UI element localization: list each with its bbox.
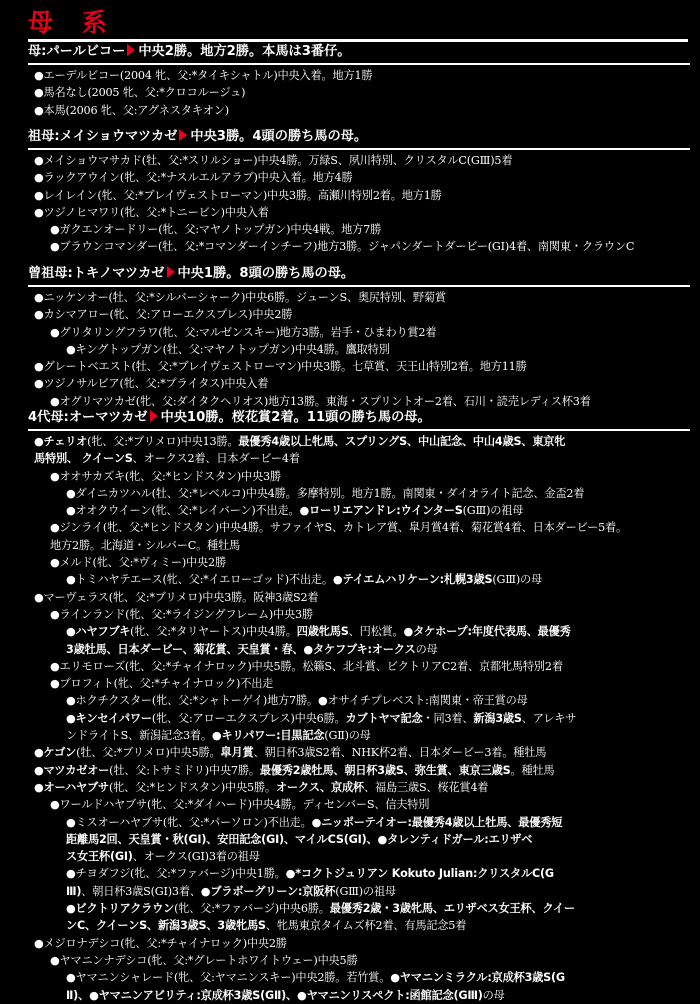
entry-text: (牝、父:アローエクスプレス)中央6勝。 bbox=[151, 711, 346, 725]
progeny-entry bbox=[28, 102, 690, 119]
entry-text: (牡、父:*ブリメロ)中央5勝。 bbox=[76, 746, 221, 760]
progeny-entry bbox=[28, 658, 690, 675]
section-divider bbox=[28, 429, 690, 431]
dam-name: 曾祖母:トキノマツカゼ bbox=[28, 266, 165, 281]
entry-text: ●メイショウマサカド(牡、父:*スリルショー)中央4勝。万緑S、夙川特別、クリスタルC(GⅢ)5着 bbox=[34, 154, 513, 167]
entry-text: ●ラインランド(牝、父:*ライジングフレーム)中央3勝 bbox=[50, 607, 313, 621]
highlight-text: 距離馬2回、天皇賞・秋(GⅠ)、安田記念(GⅠ)、マイルCS(GⅠ)、●タレンティドガール:エリザベ bbox=[66, 832, 533, 846]
entry-text: ●ガクエンオードリー(牝、父:マヤノトップガン)中央4戦。地方7勝 bbox=[50, 223, 382, 237]
entry-text: ●ヤマニンナデシコ(牝、父:*グレートホワイトウェー)中央5勝 bbox=[50, 953, 358, 967]
progeny-entry bbox=[28, 952, 690, 969]
entry-text: ●レイレイン(牝、父:*ブレイヴェストローマン)中央3勝。高瀬川特別2着。地方1勝 bbox=[34, 188, 442, 202]
entry-text: ●トミハヤテエース(牝、父:*イエローゴッド)不出走。 bbox=[66, 573, 333, 587]
progeny-entry bbox=[28, 84, 690, 101]
progeny-entry bbox=[28, 450, 690, 467]
progeny-entry bbox=[28, 692, 690, 709]
entry-text: (GⅡ)の母 bbox=[324, 729, 371, 743]
highlight-text: 新潟3歳S bbox=[473, 711, 522, 725]
progeny-entry bbox=[28, 762, 690, 779]
entry-text: (牝、父:*ヒンドスタン)中央5勝。 bbox=[108, 780, 276, 794]
progeny-entry bbox=[28, 848, 690, 865]
highlight-text: ●チェリオ bbox=[34, 435, 88, 448]
entry-text: ●オグリマツカゼ(牝、父:ダイタクヘリオス)地方13勝。東海・スプリントオー2着、石川・読売レディス杯3着 bbox=[50, 394, 591, 408]
section-divider bbox=[28, 63, 690, 65]
entry-text: 、福島三歳S、桜花賞4着 bbox=[364, 780, 489, 794]
progeny-entry bbox=[28, 204, 690, 221]
dam-summary: 中央10勝。桜花賞2着。11頭の勝ち馬の母。 bbox=[160, 410, 431, 425]
section-heading bbox=[28, 126, 690, 147]
progeny-entry bbox=[28, 306, 690, 323]
entry-text: (牝、父:*ブリメロ)中央13勝。 bbox=[87, 435, 239, 448]
entry-text: ●ラックアウイン(牝、父:*ナスルエルアラブ)中央入着。地方4勝 bbox=[34, 171, 353, 185]
progeny-entry bbox=[28, 935, 690, 952]
progeny-entry bbox=[28, 468, 690, 485]
arrow-right-icon bbox=[150, 410, 158, 422]
entry-text: ●キングトップガン(牡、父:マヤノトップガン)中央4勝。鷹取特別 bbox=[66, 342, 390, 356]
progeny-entry bbox=[28, 917, 690, 934]
highlight-text: ●ローリエアンドレ:ウインターS bbox=[299, 504, 463, 518]
entry-text: ●ブラウンコマンダー(牡、父:*コマンダーインチーフ)地方3勝。ジャパンダートダービー(GⅠ)4着、南関東・クラウンC bbox=[50, 240, 635, 254]
progeny-entry bbox=[28, 187, 690, 204]
dam-summary: 中央3勝。4頭の勝ち馬の母。 bbox=[190, 129, 368, 144]
progeny-entry bbox=[28, 779, 690, 796]
entry-text: (GⅢ)の母 bbox=[492, 573, 542, 587]
entry-text: 、円松賞。 bbox=[348, 625, 404, 639]
progeny-entry bbox=[28, 883, 690, 900]
progeny-entry bbox=[28, 987, 690, 1004]
entry-text: ●ジンライ(牝、父:*ヒンドスタン)中央4勝。サファイヤS、カトレア賞、皐月賞4着、菊花賞4着、日本ダービー5着。 bbox=[50, 521, 628, 535]
progeny-entry bbox=[28, 221, 690, 238]
dam-name: 4代母:オーマツカゼ bbox=[28, 410, 148, 425]
highlight-text: ●ヤマニンミラクル:京成杯3歳S(G bbox=[390, 971, 565, 985]
entry-text: (牝、父:*ファバージ)中央6勝。 bbox=[174, 902, 330, 916]
arrow-right-icon bbox=[179, 129, 187, 141]
entry-text: ・同3着、 bbox=[422, 711, 474, 725]
section-third-dam bbox=[28, 263, 690, 410]
highlight-text: カブトヤマ記念 bbox=[345, 711, 423, 725]
section-divider bbox=[28, 285, 690, 287]
highlight-text: ●ケゴン bbox=[34, 746, 77, 760]
entry-text: 、オークス2着、日本ダービー4着 bbox=[132, 452, 300, 466]
highlight-text: 最優秀4歳以上牝馬、スプリングS、中山記念、中山4歳S、東京牝 bbox=[238, 435, 566, 448]
highlight-text: ●テイエムハリケーン:札幌3歳S bbox=[332, 573, 493, 587]
section-heading bbox=[28, 263, 690, 284]
entry-text: ●エーデルビコー(2004 牝、父:*タイキシャトル)中央入着。地方1勝 bbox=[34, 69, 373, 82]
dam-summary: 中央1勝。8頭の勝ち馬の母。 bbox=[177, 266, 355, 281]
highlight-text: 四歳牝馬S bbox=[296, 625, 349, 639]
highlight-text: 3歳牡馬、日本ダービー、菊花賞、天皇賞・春、●タケフブキ:オークス bbox=[66, 642, 416, 656]
entry-text: 、オークス(GⅠ)3着の祖母 bbox=[132, 850, 260, 864]
progeny-entry bbox=[28, 969, 690, 986]
entry-text: ●ホクチクスター(牝、父:*シャトーゲイ)地方7勝。●オサイチプレベスト:南関東・帝王賞の母 bbox=[66, 694, 528, 708]
dam-name: 祖母:メイショウマツカゼ bbox=[28, 129, 178, 144]
progeny-entry bbox=[28, 675, 690, 692]
highlight-text: ●ニッポーテイオー:最優秀4歳以上牡馬、最優秀短 bbox=[311, 815, 563, 829]
highlight-text: ●ブラボーグリーン:京阪杯 bbox=[200, 884, 336, 898]
progeny-entry bbox=[28, 502, 690, 519]
title-bar bbox=[28, 8, 688, 42]
progeny-entry bbox=[28, 238, 690, 255]
highlight-text: ●タケホープ:年度代表馬、最優秀 bbox=[403, 625, 571, 639]
progeny-entry bbox=[28, 324, 690, 341]
highlight-text: 最優秀2歳・3歳牝馬、エリザベス女王杯、クイー bbox=[329, 902, 575, 916]
entry-text: ●オオサカズキ(牝、父:*ヒンドスタン)中央3勝 bbox=[50, 469, 281, 483]
progeny-entry bbox=[28, 710, 690, 727]
section-heading bbox=[28, 41, 690, 62]
highlight-text: Ⅲ) bbox=[66, 884, 82, 898]
progeny-entry bbox=[28, 433, 690, 450]
highlight-text: ●キンセイパワー bbox=[66, 711, 152, 725]
entry-text: ●メルド(牝、父:*ヴィミー)中央2勝 bbox=[50, 556, 226, 570]
entry-text: 。種牡馬 bbox=[510, 763, 555, 777]
entry-text: 、アレキサ bbox=[521, 711, 577, 725]
highlight-text: ●ビクトリアクラウン bbox=[66, 902, 175, 916]
entry-text: 、牝馬東京タイムズ杯2着、有馬記念5着 bbox=[265, 919, 467, 933]
progeny-entry bbox=[28, 67, 690, 84]
highlight-text: 最優秀2歳牡馬、朝日杯3歳S、弥生賞、東京三歳S bbox=[259, 763, 511, 777]
progeny-entry bbox=[28, 744, 690, 761]
entry-text: ●メジロナデシコ(牝、父:*チャイナロック)中央2勝 bbox=[34, 936, 287, 950]
entry-text: ●エリモローズ(牝、父:*チャイナロック)中央5勝。松籟S、北斗賞、ビクトリアC2着、京都牝馬特別2着 bbox=[50, 659, 563, 673]
arrow-right-icon bbox=[127, 44, 135, 56]
entry-text: ●ニッケンオー(牡、父:*シルバーシャーク)中央6勝。ジューンS、奥尻特別、野菊賞 bbox=[34, 291, 446, 304]
entry-text: (GⅢ)の祖母 bbox=[335, 884, 396, 898]
progeny-entry bbox=[28, 169, 690, 186]
arrow-right-icon bbox=[167, 266, 175, 278]
section-second-dam bbox=[28, 126, 690, 256]
highlight-text: ンC、クイーンS、新潟3歳S、3歳牝馬S bbox=[66, 919, 266, 933]
progeny-entry bbox=[28, 865, 690, 882]
highlight-text: ●*コクトジュリアン Kokuto Julian:クリスタルC(G bbox=[285, 867, 554, 881]
entry-text: ●プロフィト(牝、父:*チャイナロック)不出走 bbox=[50, 677, 274, 691]
entry-text: ●マーヴェラス(牝、父:*ブリメロ)中央3勝。阪神3歳S2着 bbox=[34, 590, 319, 604]
entry-text: の母 bbox=[415, 642, 438, 656]
progeny-entry bbox=[28, 814, 690, 831]
highlight-text: オークス、京成杯 bbox=[275, 780, 364, 794]
page-title: 母 系 bbox=[28, 8, 117, 37]
entry-text: ●チヨダフジ(牝、父:*ファバージ)中央1勝。 bbox=[66, 867, 286, 881]
entry-text: の母 bbox=[482, 988, 505, 1002]
highlight-text: Ⅱ)、●ヤマニンアビリティ:京成杯3歳S(GⅡ)、●ヤマニンリスペクト:函館記念(GⅢ) bbox=[66, 988, 483, 1002]
entry-text: ●ミスオーハヤブサ(牝、父:*パーソロン)不出走。 bbox=[66, 815, 312, 829]
highlight-text: ス女王杯(GⅠ) bbox=[66, 850, 133, 864]
section-dam bbox=[28, 41, 690, 119]
progeny-entry bbox=[28, 623, 690, 640]
progeny-entry bbox=[28, 606, 690, 623]
entry-text: ●ツジノサルビア(牝、父:*プライタス)中央入着 bbox=[34, 377, 269, 391]
progeny-entry bbox=[28, 152, 690, 169]
highlight-text: ●オーハヤブサ bbox=[34, 780, 109, 794]
progeny-entry bbox=[28, 289, 690, 306]
progeny-entry bbox=[28, 831, 690, 848]
highlight-text: 皐月賞 bbox=[220, 746, 254, 760]
progeny-entry bbox=[28, 900, 690, 917]
entry-text: ●馬名なし(2005 牝、父:*クロコルージュ) bbox=[34, 86, 246, 100]
entry-text: ●ヤマニンシャレード(牝、父:ヤマニンスキー)中央2勝。若竹賞。 bbox=[66, 971, 391, 985]
highlight-text: ●キリパワー:目黒記念 bbox=[211, 729, 325, 743]
entry-text: ●グレートベエスト(牡、父:*ブレイヴェストローマン)中央3勝。七草賞、天王山特別2着。地方11勝 bbox=[34, 360, 527, 374]
entry-text: (GⅢ)の祖母 bbox=[462, 504, 524, 518]
entry-text: (牝、父:*タリヤートス)中央4勝。 bbox=[130, 625, 297, 639]
entry-text: ●カシマアロー(牝、父:アローエクスプレス)中央2勝 bbox=[34, 308, 293, 322]
section-divider bbox=[28, 148, 690, 150]
progeny-entry bbox=[28, 571, 690, 588]
highlight-text: ●マツカゼオー bbox=[34, 763, 110, 777]
progeny-entry bbox=[28, 375, 690, 392]
progeny-entry bbox=[28, 641, 690, 658]
highlight-text: ●ハヤフブキ bbox=[66, 625, 131, 639]
progeny-entry bbox=[28, 537, 690, 554]
entry-text: 、朝日杯3歳S(GⅠ)3着、 bbox=[81, 884, 201, 898]
progeny-entry bbox=[28, 341, 690, 358]
entry-text: ●ワールドハヤブサ(牝、父:*ダイハード)中央4勝。ディセンバーS、信夫特別 bbox=[50, 798, 430, 812]
highlight-text: 馬特別、 クイーンS bbox=[34, 452, 133, 466]
entry-text: (牡、父:トサミドリ)中央7勝。 bbox=[109, 763, 260, 777]
section-heading bbox=[28, 407, 690, 428]
entry-text: 、朝日杯3歳S2着、NHK杯2着、日本ダービー3着。種牡馬 bbox=[253, 746, 547, 760]
progeny-entry bbox=[28, 519, 690, 536]
section-fourth-dam bbox=[28, 407, 690, 1004]
progeny-entry bbox=[28, 727, 690, 744]
progeny-entry bbox=[28, 796, 690, 813]
entry-text: ●ツジノヒマワリ(牝、父:*トニービン)中央入着 bbox=[34, 205, 269, 219]
progeny-entry bbox=[28, 554, 690, 571]
entry-text: ●オオクウイーン(牝、父:*レイバーン)不出走。 bbox=[66, 504, 300, 518]
entry-text: 地方2勝。北海道・シルバーC。種牡馬 bbox=[50, 538, 241, 552]
entry-text: ●ダイニカツハル(牡、父:*レベルコ)中央4勝。多摩特別。地方1勝。南関東・ダイオライト記念、金盃2着 bbox=[66, 486, 585, 500]
entry-text: ●グリタリングフラワ(牝、父:マルゼンスキー)地方3勝。岩手・ひまわり賞2着 bbox=[50, 325, 437, 339]
entry-text: ンドライトS、新潟記念3着。 bbox=[66, 729, 212, 743]
dam-name: 母:パールビコー bbox=[28, 44, 126, 59]
progeny-entry bbox=[28, 358, 690, 375]
dam-summary: 中央2勝。地方2勝。本馬は3番仔。 bbox=[138, 44, 351, 59]
progeny-entry bbox=[28, 589, 690, 606]
entry-text: ●本馬(2006 牝、父:アグネスタキオン) bbox=[34, 103, 229, 117]
progeny-entry bbox=[28, 485, 690, 502]
